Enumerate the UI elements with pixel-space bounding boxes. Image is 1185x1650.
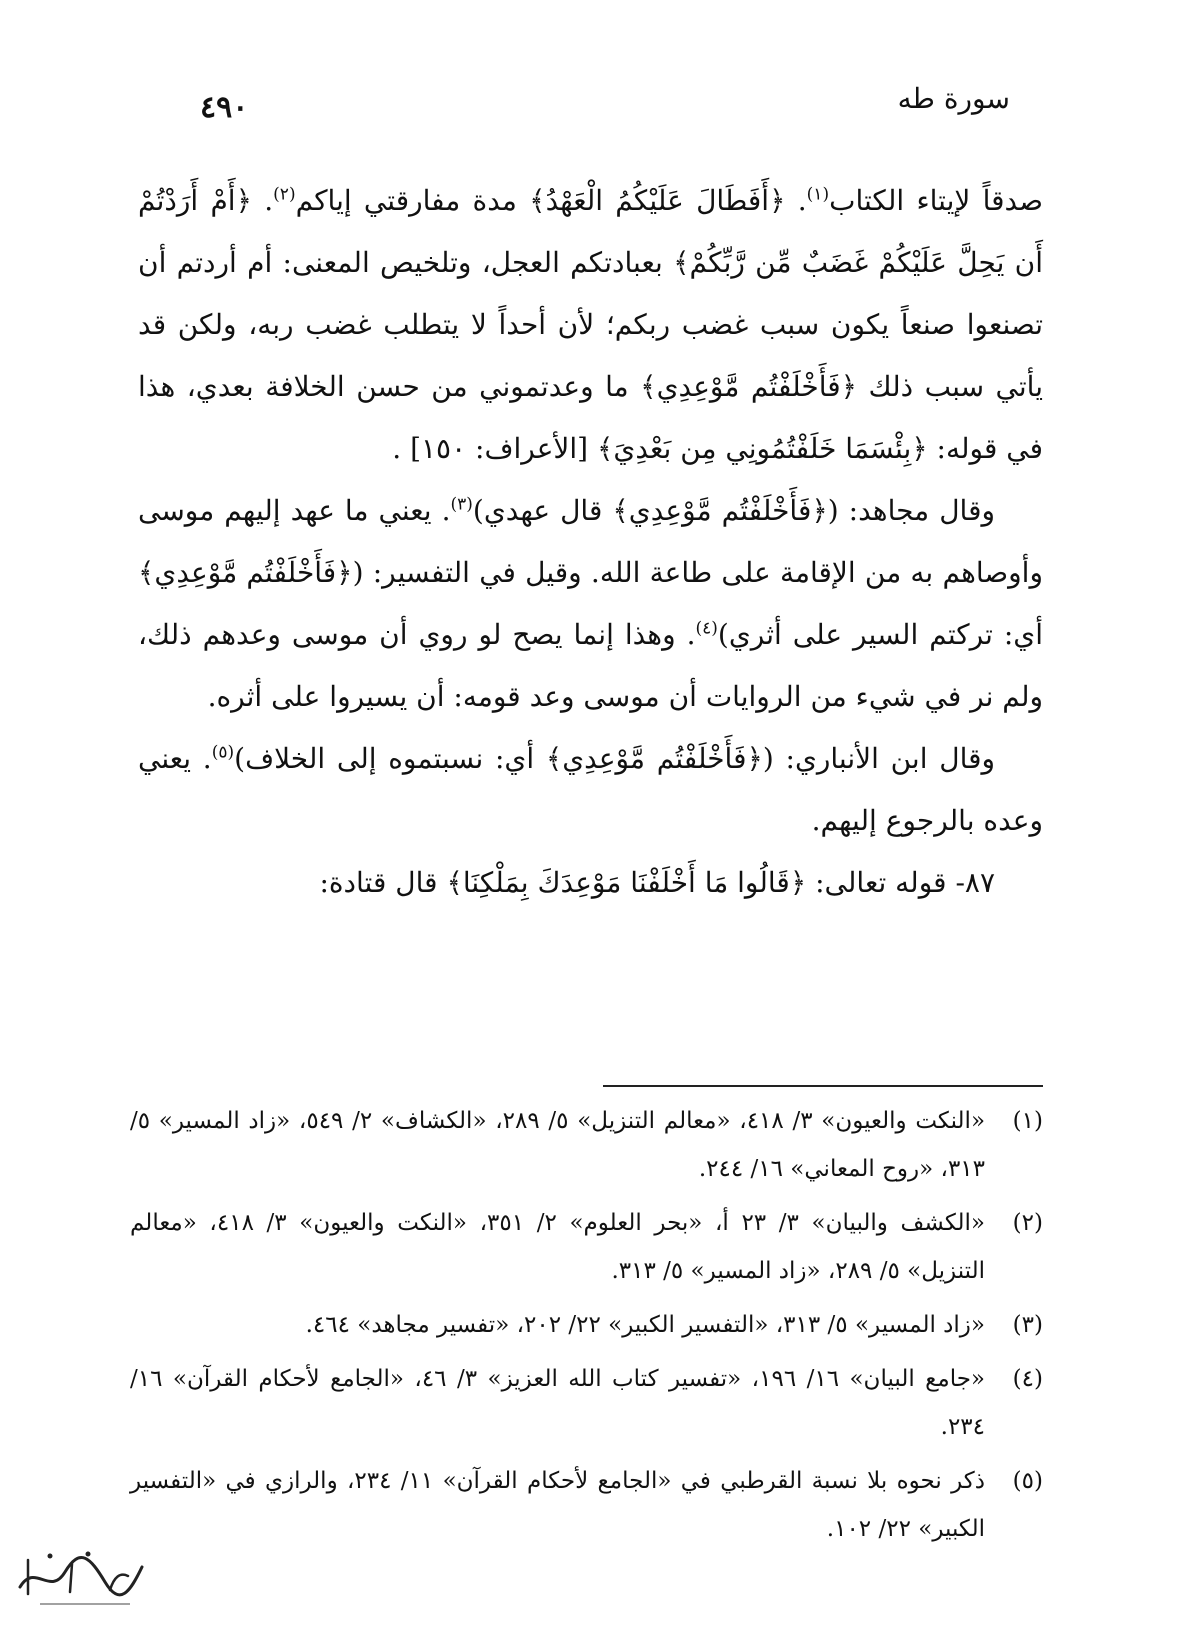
page-header [200,82,1010,132]
footnote-text: ذكر نحوه بلا نسبة القرطبي في «الجامع لأحكام القرآن» ١١/ ٢٣٤، والرازي في «التفسير الكبير» ٢٢/ ١٠٢. [130,1468,985,1542]
text-run: صدقاً لإيتاء الكتاب [829,184,1044,217]
text-run: . يعني وعده بالرجوع إليهم. [138,742,1043,837]
text-run: . ﴿أَمْ أَرَدْتُمْ أَن يَحِلَّ عَلَيْكُمْ غَضَبٌ مِّن رَّبِّكُمْ﴾ بعبادتكم العجل، وتلخيص المعنى: أم أردتم أن تصنعوا صنعاً يكون سبب غضب ربكم؛ لأن أحداً لا يتطلب غضب ربه، ولكن قد يأتي سبب ذلك ﴿فَأَخْلَفْتُم مَّوْعِدِي﴾ ما وعدتموني من حسن الخلافة بعدي، هذا في قوله: ﴿بِئْسَمَا خَلَفْتُمُونِي مِن بَعْدِيَ﴾ [الأعراف: ١٥٠] . [138,184,1043,465]
text-run: . ﴿أَفَطَالَ عَلَيْكُمُ الْعَهْدُ﴾ مدة مفارقتي إياكم [295,184,807,217]
calligraphy-logo-icon [10,1542,150,1612]
text-run: وقال ابن الأنباري: (﴿فَأَخْلَفْتُم مَّوْعِدِي﴾ أي: نسبتموه إلى الخلاف) [234,742,996,775]
text-run: وقال مجاهد: (﴿فَأَخْلَفْتُم مَّوْعِدِي﴾ قال عهدي) [472,494,995,527]
footnote [130,1301,1043,1349]
footnotes [130,1097,1043,1559]
text-run: ٨٧- قوله تعالى: ﴿قَالُوا مَا أَخْلَفْنَا مَوْعِدَكَ بِمَلْكِنَا﴾ قال قتادة: [319,866,995,899]
footnote-text: «جامع البيان» ١٦/ ١٩٦، «تفسير كتاب الله العزيز» ٣/ ٤٦، «الجامع لأحكام القرآن» ١٦/ ٢٣٤. [130,1366,986,1440]
footnote-ref: (٢) [273,184,296,205]
footnote-number: (٢) [1012,1210,1043,1236]
paragraph [138,170,1043,480]
text-run: . وهذا إنما يصح لو روي أن موسى وعدهم ذلك، ولم نر في شيء من الروايات أن موسى وعد قومه: أن يسيروا على أثره. [138,618,1043,713]
footnote-text: «الكشف والبيان» ٣/ ٢٣ أ، «بحر العلوم» ٢/ ٣٥١، «النكت والعيون» ٣/ ٤١٨، «معالم التنزيل» ٥/ ٢٨٩، «زاد المسير» ٥/ ٣١٣. [130,1210,986,1284]
footnote-number: (١) [1012,1108,1043,1134]
footnote [130,1355,1043,1451]
publisher-logo [10,1542,150,1612]
footnote [130,1097,1043,1193]
footnote-text: «زاد المسير» ٥/ ٣١٣، «التفسير الكبير» ٢٢/ ٢٠٢، «تفسير مجاهد» ٤٦٤. [305,1312,985,1338]
text-run: . يعني ما عهد إليهم موسى وأوصاهم به من الإقامة على طاعة الله. وقيل في التفسير: (﴿فَأَخْلَفْتُم مَّوْعِدِي﴾ أي: تركتم السير على أثري) [138,494,1043,651]
running-title: سورة طه [897,82,1010,115]
footnote-separator [603,1085,1043,1087]
footnote-ref: (١) [806,184,830,205]
main-text [138,170,1043,914]
footnote-ref: (٣) [450,494,473,515]
footnote-number: (٤) [1012,1366,1043,1392]
footnote-text: «النكت والعيون» ٣/ ٤١٨، «معالم التنزيل» ٥/ ٢٨٩، «الكشاف» ٢/ ٥٤٩، «زاد المسير» ٥/ ٣١٣، «روح المعاني» ١٦/ ٢٤٤. [130,1108,986,1182]
footnote [130,1457,1043,1553]
paragraph [138,480,1043,728]
footnote-ref: (٥) [211,742,235,763]
footnote-number: (٣) [1012,1312,1043,1338]
footnote-number: (٥) [1012,1468,1043,1494]
footnote-ref: (٤) [695,618,718,639]
paragraph [138,852,1043,914]
paragraph [138,728,1043,852]
footnote [130,1199,1043,1295]
page-number: ٤٩٠ [200,90,249,125]
